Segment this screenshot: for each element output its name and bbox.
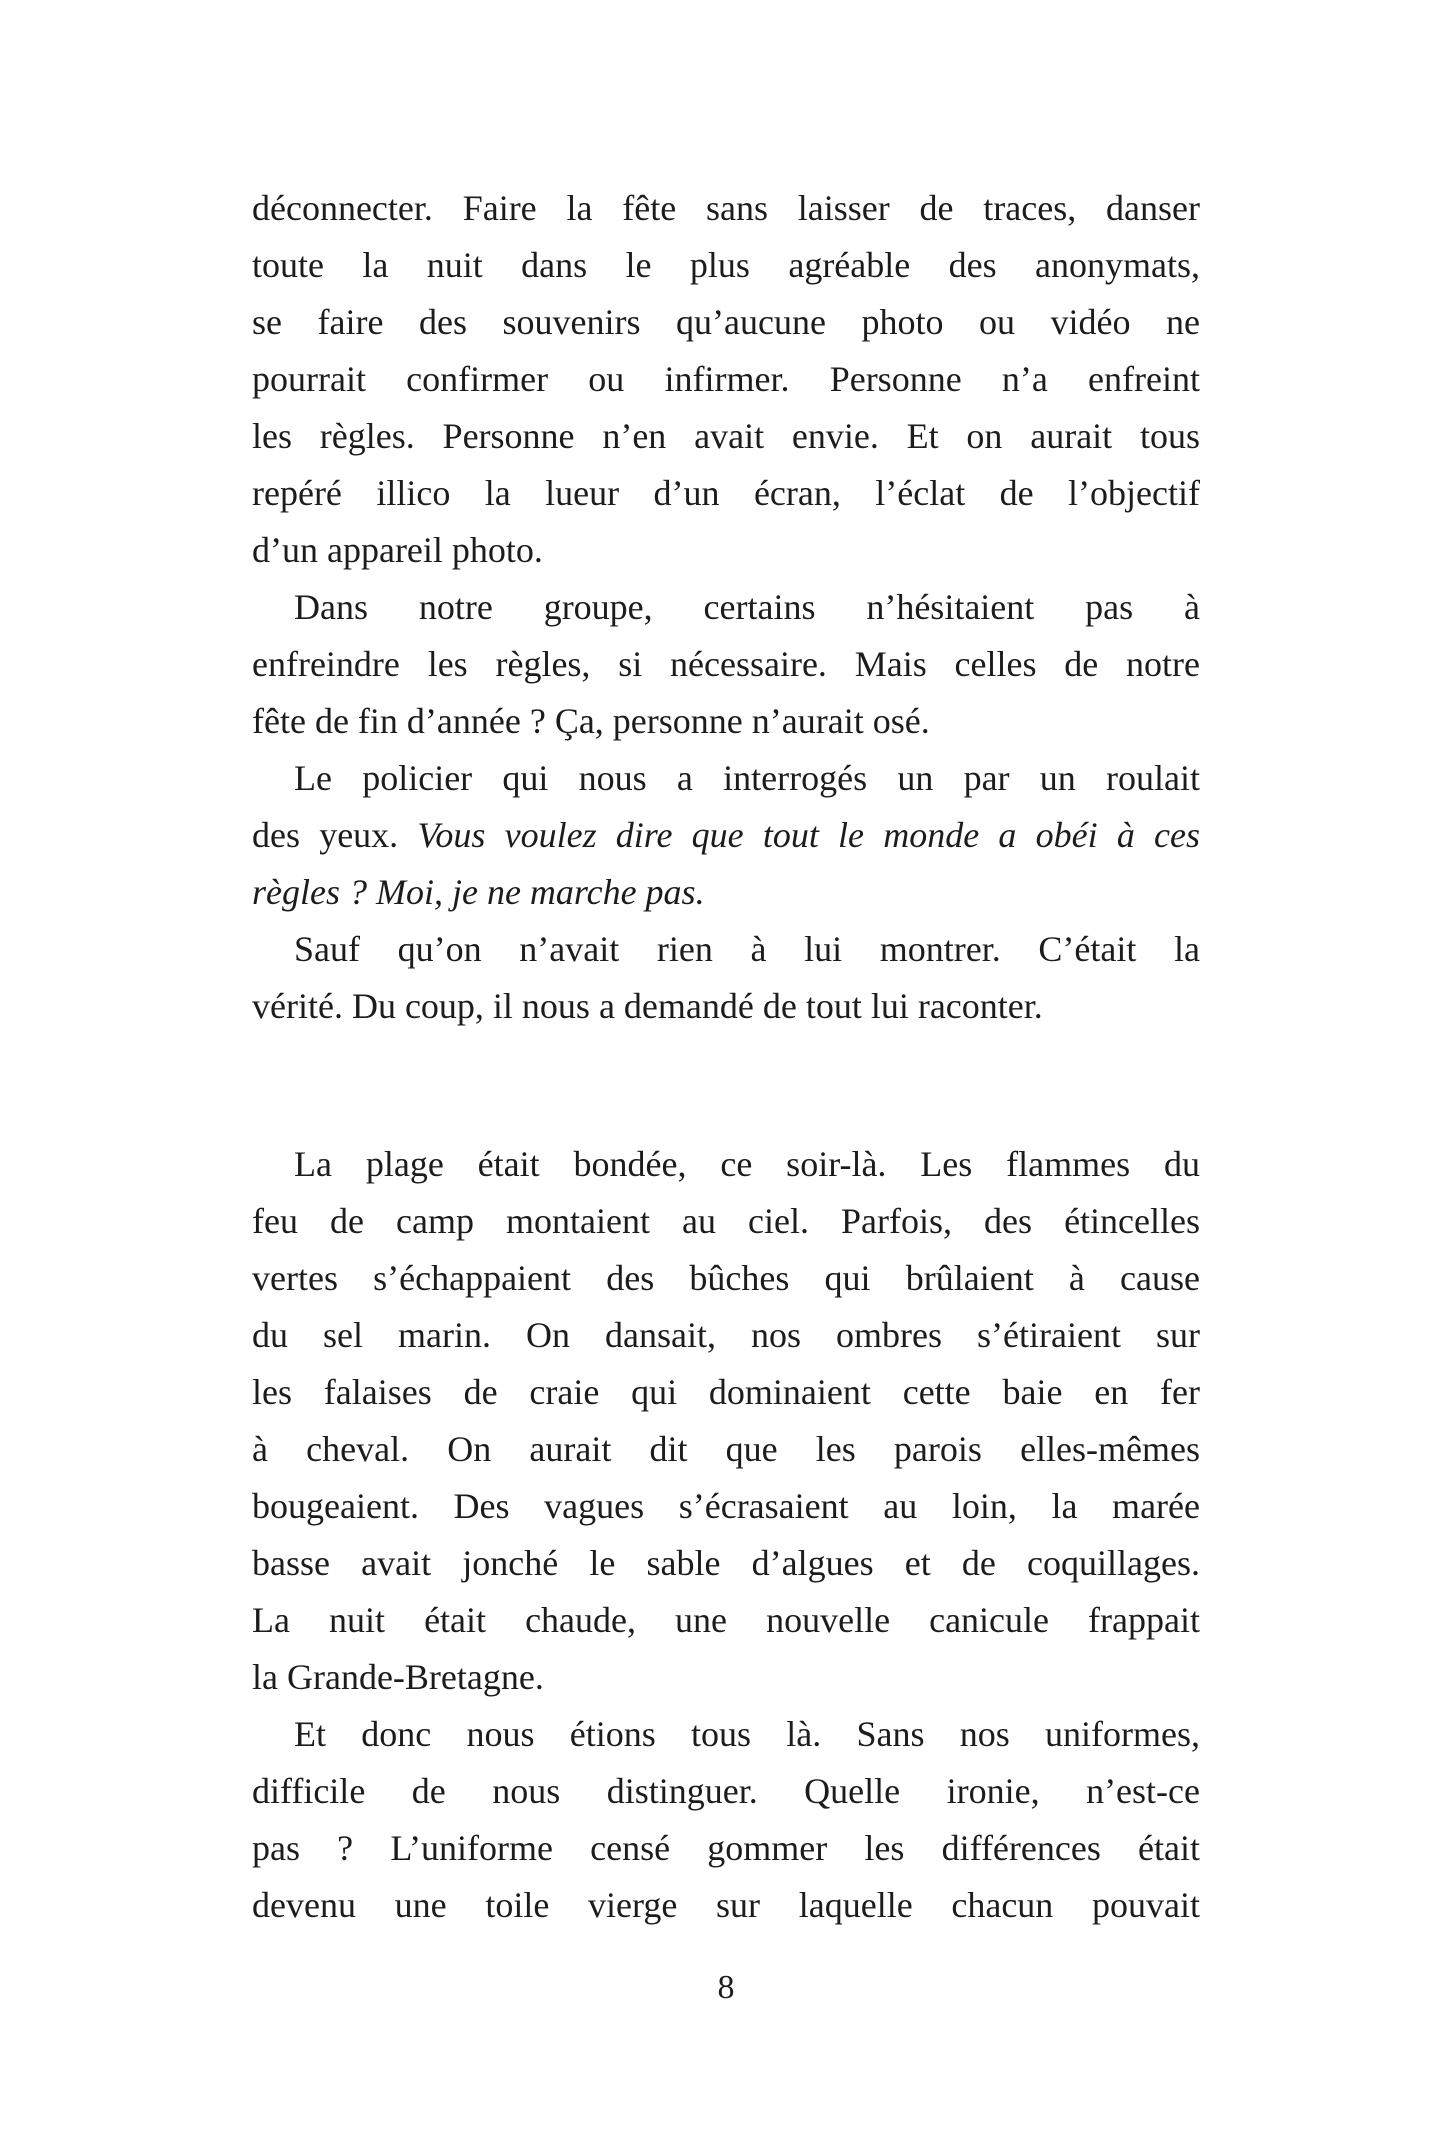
text-line	[252, 693, 1200, 750]
text-line	[252, 1535, 1200, 1592]
text-segment: fête de fin d’année ? Ça, personne n’aurait osé.	[252, 701, 930, 741]
text-segment: Sauf qu’on n’avait rien à lui montrer. C’était la	[294, 929, 1200, 969]
text-segment: des yeux.	[252, 815, 418, 855]
text-segment: du sel marin. On dansait, nos ombres s’étiraient sur	[252, 1315, 1200, 1355]
text-line	[252, 1364, 1200, 1421]
text-segment: déconnecter. Faire la fête sans laisser de traces, danser	[252, 188, 1200, 228]
text-segment: Et donc nous étions tous là. Sans nos uniformes,	[294, 1714, 1200, 1754]
text-line	[252, 1820, 1200, 1877]
italic-text-segment: règles ? Moi, je ne marche pas.	[252, 872, 705, 912]
text-line	[252, 1250, 1200, 1307]
text-line	[252, 864, 1200, 921]
text-segment: toute la nuit dans le plus agréable des anonymats,	[252, 245, 1200, 285]
text-line	[252, 579, 1200, 636]
text-line	[252, 1193, 1200, 1250]
text-segment: la Grande-Bretagne.	[252, 1657, 544, 1697]
text-line	[252, 978, 1200, 1035]
text-line	[252, 294, 1200, 351]
text-line	[252, 1136, 1200, 1193]
text-line	[252, 921, 1200, 978]
text-segment: à cheval. On aurait dit que les parois elles-mêmes	[252, 1429, 1200, 1469]
text-line	[252, 237, 1200, 294]
text-line	[252, 1307, 1200, 1364]
text-segment: enfreindre les règles, si nécessaire. Mais celles de notre	[252, 644, 1200, 684]
text-line	[252, 180, 1200, 237]
text-segment: vertes s’échappaient des bûches qui brûlaient à cause	[252, 1258, 1200, 1298]
text-line	[252, 465, 1200, 522]
text-segment: feu de camp montaient au ciel. Parfois, des étincelles	[252, 1201, 1200, 1241]
text-line	[252, 750, 1200, 807]
text-segment: vérité. Du coup, il nous a demandé de tout lui raconter.	[252, 986, 1043, 1026]
text-segment: repéré illico la lueur d’un écran, l’éclat de l’objectif	[252, 473, 1200, 513]
text-segment: basse avait jonché le sable d’algues et de coquillages.	[252, 1543, 1200, 1583]
text-line	[252, 1592, 1200, 1649]
text-line	[252, 1706, 1200, 1763]
text-line	[252, 351, 1200, 408]
text-segment: difficile de nous distinguer. Quelle ironie, n’est-ce	[252, 1771, 1200, 1811]
text-segment: La nuit était chaude, une nouvelle canicule frappait	[252, 1600, 1200, 1640]
text-segment: les falaises de craie qui dominaient cette baie en fer	[252, 1372, 1200, 1412]
text-segment: pourrait confirmer ou infirmer. Personne n’a enfreint	[252, 359, 1200, 399]
italic-text-segment: Vous voulez dire que tout le monde a obéi à ces	[417, 815, 1200, 855]
text-segment: d’un appareil photo.	[252, 530, 543, 570]
text-segment: se faire des souvenirs qu’aucune photo ou vidéo ne	[252, 302, 1200, 342]
text-block	[252, 180, 1200, 1934]
text-line	[252, 522, 1200, 579]
text-line	[252, 1421, 1200, 1478]
text-segment: les règles. Personne n’en avait envie. Et on aurait tous	[252, 416, 1200, 456]
text-line	[252, 1877, 1200, 1934]
text-segment: Le policier qui nous a interrogés un par un roulait	[294, 758, 1200, 798]
text-line	[252, 636, 1200, 693]
text-line	[252, 1763, 1200, 1820]
text-segment: devenu une toile vierge sur laquelle chacun pouvait	[252, 1885, 1200, 1925]
text-segment: La plage était bondée, ce soir-là. Les flammes du	[294, 1144, 1200, 1184]
text-segment: Dans notre groupe, certains n’hésitaient pas à	[294, 587, 1200, 627]
section-break	[252, 1035, 1200, 1136]
text-line	[252, 1478, 1200, 1535]
text-segment: bougeaient. Des vagues s’écrasaient au loin, la marée	[252, 1486, 1200, 1526]
text-line	[252, 807, 1200, 864]
text-segment: pas ? L’uniforme censé gommer les différences était	[252, 1828, 1200, 1868]
page-number: 8	[717, 1969, 735, 2006]
text-line	[252, 1649, 1200, 1706]
text-line	[252, 408, 1200, 465]
